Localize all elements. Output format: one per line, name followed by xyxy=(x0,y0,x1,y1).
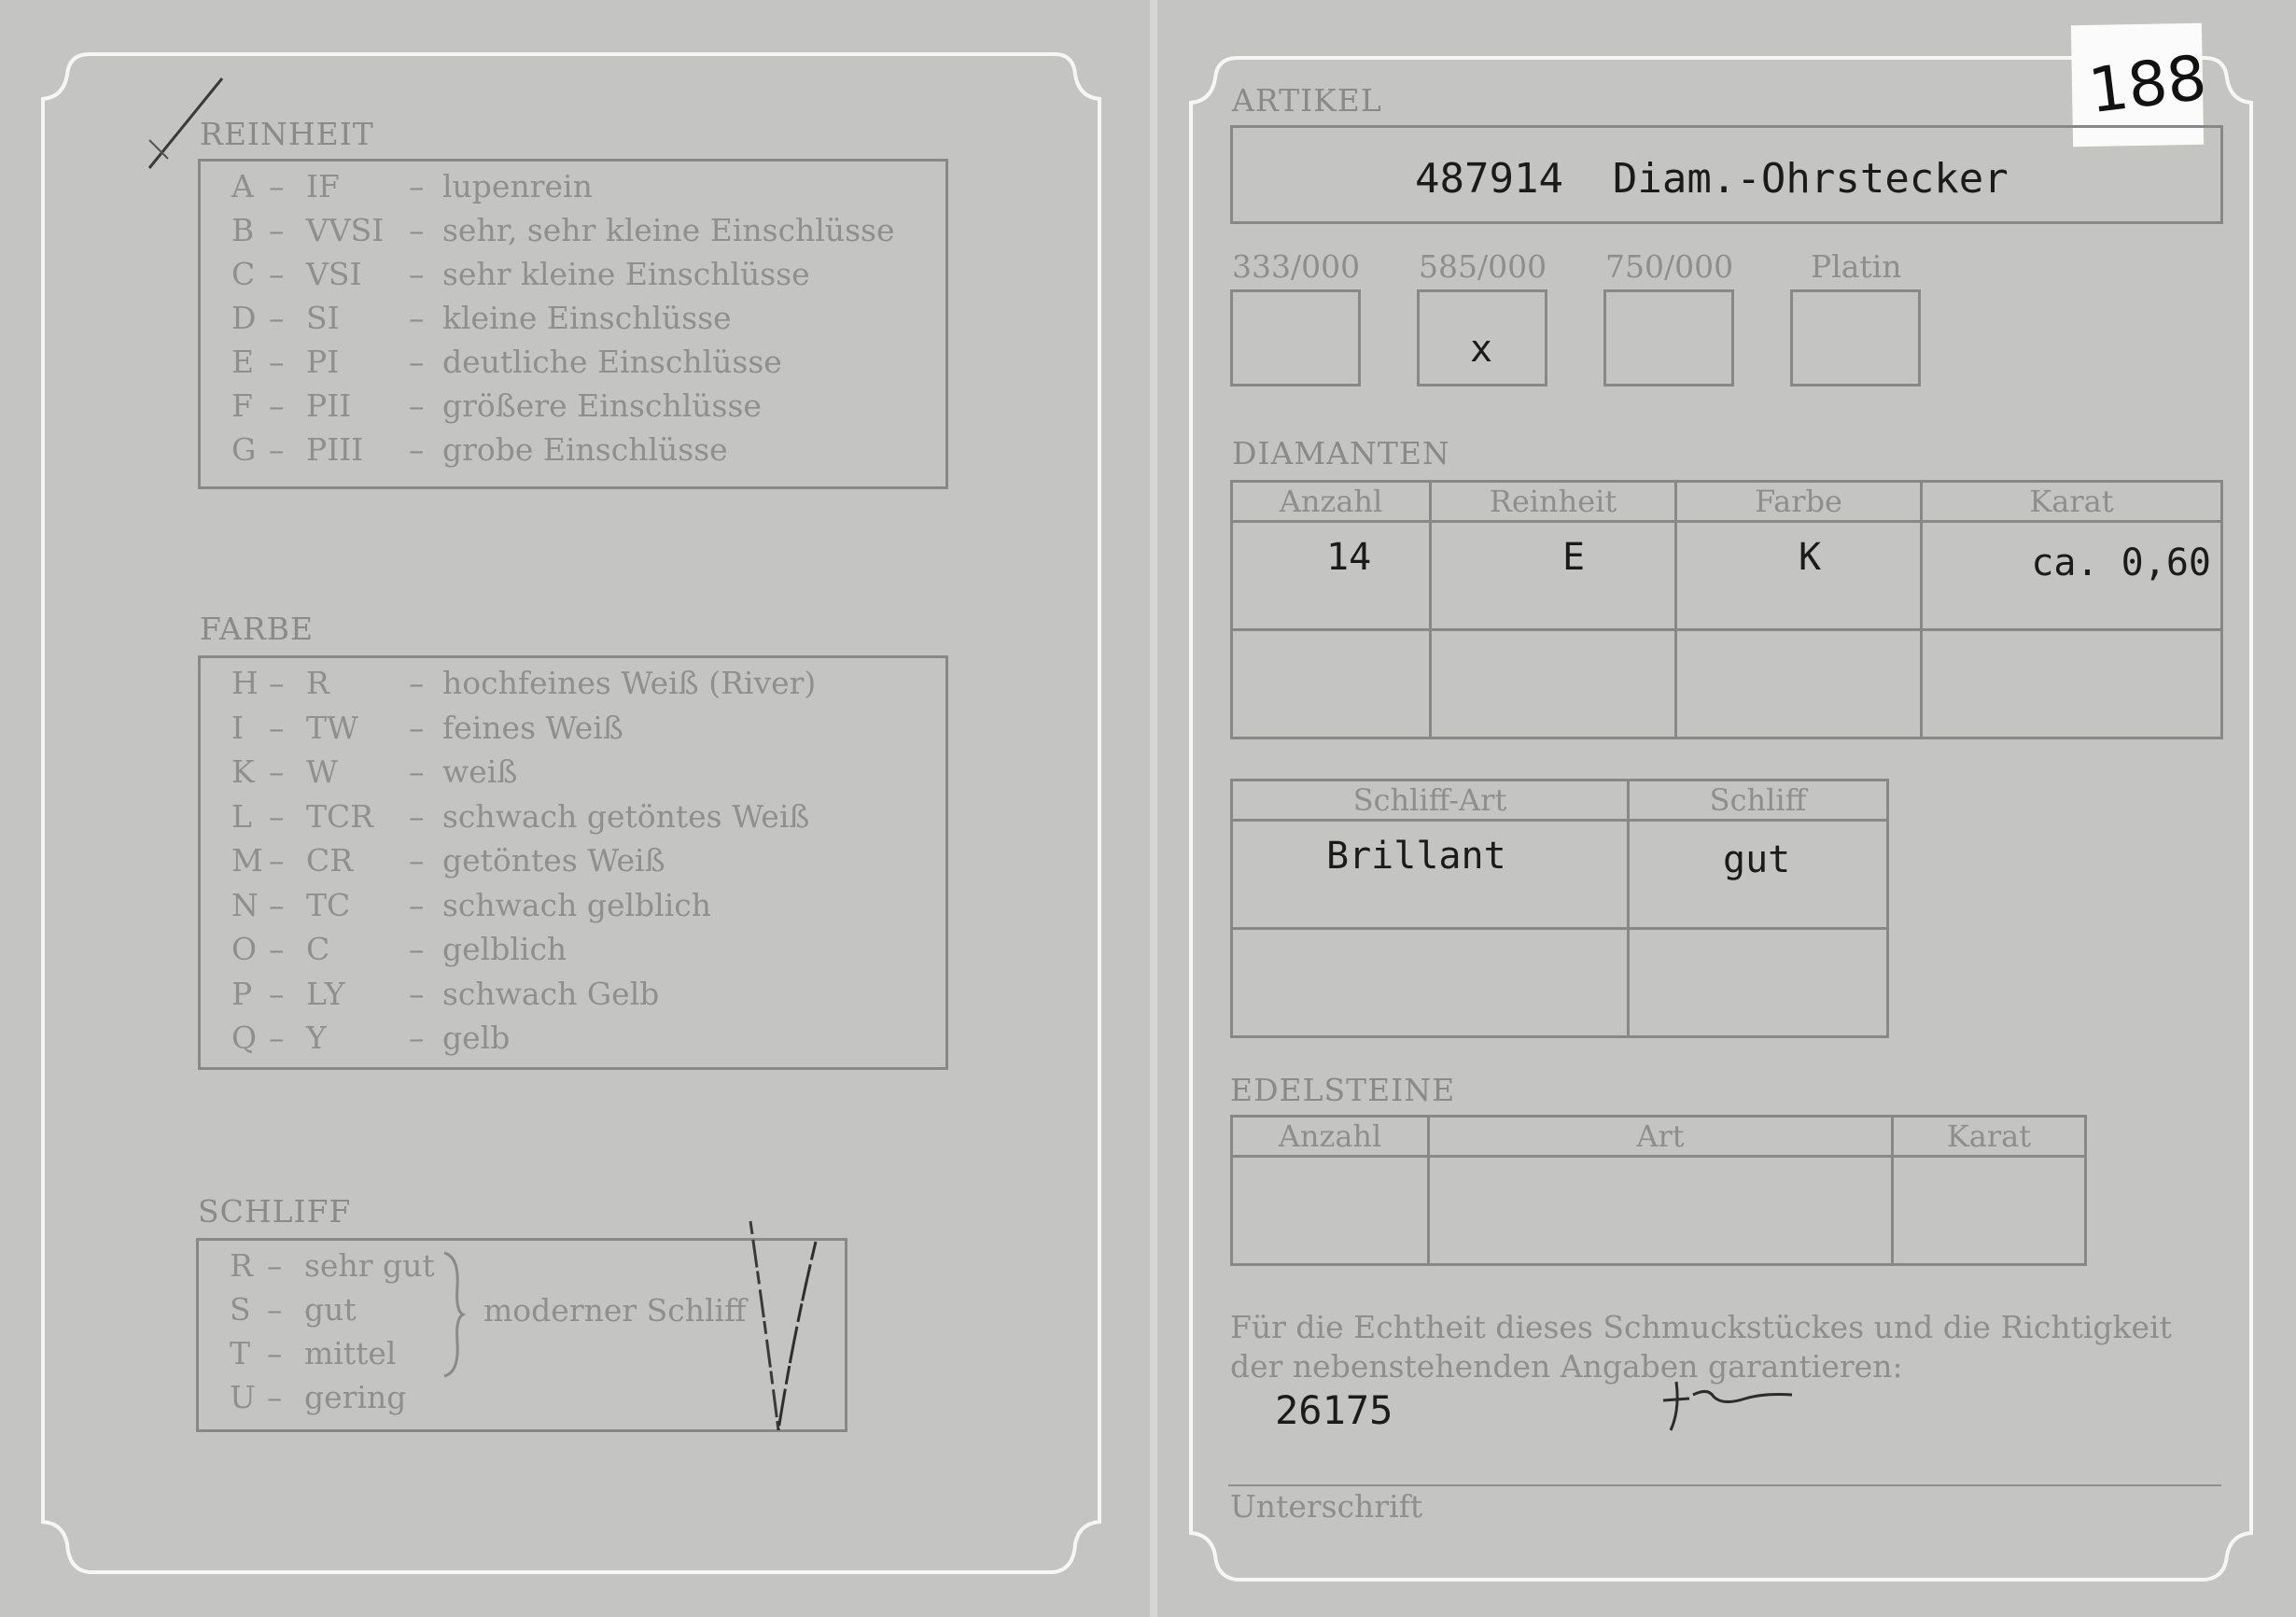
grade-code: TCR xyxy=(306,797,374,835)
dash-separator: – xyxy=(409,168,425,204)
diamanten-cell-anzahl: 14 xyxy=(1232,522,1431,630)
grade-code: PIII xyxy=(306,431,364,468)
guarantee-text-line2: der nebenstehenden Angaben garantieren: xyxy=(1230,1348,1903,1385)
grade-description: sehr gut xyxy=(304,1247,435,1284)
reinheit-heading: REINHEIT xyxy=(200,116,374,152)
schliff-cell-art: Brillant xyxy=(1232,821,1629,929)
metal-label: 585/000 xyxy=(1419,248,1547,285)
grade-code: W xyxy=(306,753,338,790)
signature-line xyxy=(1228,1484,2221,1486)
diamanten-empty-cell xyxy=(1676,630,1922,738)
diamanten-header-karat: Karat xyxy=(1922,482,2222,522)
legend-row xyxy=(231,887,941,928)
grade-letter: C xyxy=(231,256,256,292)
dash-separator: – xyxy=(409,256,425,292)
grade-description: schwach getöntes Weiß xyxy=(442,797,810,835)
grade-description: gelb xyxy=(442,1019,511,1056)
store-number: 26175 xyxy=(1275,1387,1393,1433)
diamanten-header-farbe: Farbe xyxy=(1676,482,1922,522)
dash-separator: – xyxy=(409,300,425,336)
dash-separator: – xyxy=(409,387,425,424)
dash-separator: – xyxy=(267,1379,283,1415)
dash-separator: – xyxy=(409,842,425,879)
grade-code: TW xyxy=(306,709,358,746)
legend-row xyxy=(231,1019,941,1061)
dash-separator: – xyxy=(269,168,285,204)
grade-code: VVSI xyxy=(306,212,385,248)
grade-description: grobe Einschlüsse xyxy=(442,431,728,468)
diamanten-cell-karat: ca. 0,60 xyxy=(1922,522,2222,630)
metal-checkbox xyxy=(1417,289,1547,387)
diamanten-header-anzahl: Anzahl xyxy=(1232,482,1431,522)
edelsteine-heading: EDELSTEINE xyxy=(1230,1072,1456,1108)
artikel-value: 487914 Diam.-Ohrstecker xyxy=(1415,155,2009,203)
edelsteine-header-karat: Karat xyxy=(1893,1117,2086,1157)
diamanten-empty-cell xyxy=(1431,630,1676,738)
edelsteine-empty-cell xyxy=(1232,1157,1429,1265)
brace xyxy=(439,1249,467,1380)
grade-letter: I xyxy=(231,709,245,746)
dash-separator: – xyxy=(269,387,285,424)
legend-row xyxy=(231,387,941,429)
grade-code: Y xyxy=(306,1019,327,1056)
dash-separator: – xyxy=(409,431,425,468)
legend-row xyxy=(231,798,941,839)
diamanten-cell-farbe: K xyxy=(1676,522,1922,630)
dash-separator: – xyxy=(269,212,285,248)
dash-separator: – xyxy=(269,431,285,468)
dash-separator: – xyxy=(269,931,285,967)
metal-checkbox xyxy=(1230,289,1361,387)
pen-check-stroke xyxy=(737,1214,831,1438)
grade-description: mittel xyxy=(304,1335,397,1371)
schliff-header-art: Schliff-Art xyxy=(1232,780,1629,821)
grade-description: schwach gelblich xyxy=(442,886,711,923)
grade-letter: O xyxy=(231,931,258,967)
legend-row xyxy=(231,256,941,297)
dash-separator: – xyxy=(409,753,425,790)
dash-separator: – xyxy=(267,1291,283,1328)
grade-code: LY xyxy=(306,975,345,1012)
grade-letter: P xyxy=(231,975,253,1012)
dash-separator: – xyxy=(269,753,285,790)
edelsteine-empty-cell xyxy=(1429,1157,1893,1265)
dash-separator: – xyxy=(269,842,285,879)
dash-separator: – xyxy=(269,344,285,380)
grade-letter: N xyxy=(231,886,259,923)
grade-description: sehr kleine Einschlüsse xyxy=(442,256,810,292)
edelsteine-header-anzahl: Anzahl xyxy=(1232,1117,1429,1157)
dash-separator: – xyxy=(267,1247,283,1284)
grade-letter: R xyxy=(230,1247,253,1284)
legend-row xyxy=(231,344,941,385)
metal-checkbox xyxy=(1603,289,1734,387)
grade-description: feines Weiß xyxy=(442,709,623,746)
legend-row xyxy=(231,931,941,972)
grade-letter: Q xyxy=(231,1019,258,1056)
moderner-schliff-label: moderner Schliff xyxy=(483,1292,747,1329)
legend-row xyxy=(231,168,941,209)
edelsteine-empty-cell xyxy=(1893,1157,2086,1265)
grade-description: weiß xyxy=(442,753,518,790)
schliff-table xyxy=(1230,779,1889,1038)
grade-letter: F xyxy=(231,387,253,424)
schliff-empty-cell xyxy=(1629,929,1888,1037)
legend-row xyxy=(230,1247,939,1288)
legend-row xyxy=(231,976,941,1017)
signature xyxy=(1643,1372,1801,1438)
legend-row xyxy=(231,212,941,253)
grade-code: IF xyxy=(306,168,340,204)
grade-letter: K xyxy=(231,753,255,790)
edelsteine-table xyxy=(1230,1115,2087,1266)
dash-separator: – xyxy=(409,212,425,248)
fold-line xyxy=(1150,0,1157,1617)
legend-row xyxy=(231,710,941,751)
metal-mark: x xyxy=(1470,328,1493,371)
artikel-heading: ARTIKEL xyxy=(1232,82,1382,119)
dash-separator: – xyxy=(269,300,285,336)
grade-code: C xyxy=(306,931,330,967)
dash-separator: – xyxy=(409,665,425,701)
dash-separator: – xyxy=(269,886,285,923)
schliff-empty-cell xyxy=(1232,929,1629,1037)
grade-description: lupenrein xyxy=(442,168,593,204)
schliff-header-schliff: Schliff xyxy=(1629,780,1888,821)
diamanten-header-reinheit: Reinheit xyxy=(1431,482,1676,522)
grade-letter: B xyxy=(231,212,255,248)
legend-row xyxy=(230,1335,939,1376)
grade-description: hochfeines Weiß (River) xyxy=(442,665,817,701)
legend-row xyxy=(231,665,941,706)
legend-row xyxy=(231,431,941,472)
grade-letter: U xyxy=(230,1379,256,1415)
grade-letter: M xyxy=(231,842,263,879)
grade-letter: H xyxy=(231,665,259,701)
grade-letter: A xyxy=(231,168,254,204)
grade-code: SI xyxy=(306,300,340,336)
dash-separator: – xyxy=(269,975,285,1012)
grade-letter: G xyxy=(231,431,257,468)
dash-separator: – xyxy=(409,931,425,967)
grade-letter: S xyxy=(230,1291,251,1328)
grade-description: größere Einschlüsse xyxy=(442,387,762,424)
grade-code: PII xyxy=(306,387,352,424)
guarantee-text-line1: Für die Echtheit dieses Schmuckstückes und die Richtigkeit xyxy=(1230,1309,2172,1345)
dash-separator: – xyxy=(269,709,285,746)
grade-description: gelblich xyxy=(442,931,567,967)
dash-separator: – xyxy=(409,886,425,923)
diamanten-empty-cell xyxy=(1232,630,1431,738)
grade-code: PI xyxy=(306,344,340,380)
grade-code: VSI xyxy=(306,256,362,292)
grade-code: R xyxy=(306,665,329,701)
grade-letter: L xyxy=(231,797,252,835)
edelsteine-header-art: Art xyxy=(1429,1117,1893,1157)
legend-row xyxy=(231,753,941,794)
legend-row xyxy=(230,1379,939,1420)
dash-separator: – xyxy=(409,797,425,835)
dash-separator: – xyxy=(269,256,285,292)
grade-description: kleine Einschlüsse xyxy=(442,300,732,336)
legend-row xyxy=(231,300,941,341)
grade-description: sehr, sehr kleine Einschlüsse xyxy=(442,212,895,248)
metal-label: 333/000 xyxy=(1232,248,1361,285)
grade-description: getöntes Weiß xyxy=(442,842,665,879)
schliff-heading: SCHLIFF xyxy=(198,1193,352,1230)
grade-letter: E xyxy=(231,344,255,380)
grade-code: CR xyxy=(306,842,354,879)
grade-description: schwach Gelb xyxy=(442,975,660,1012)
diamanten-table xyxy=(1230,480,2223,739)
diamanten-empty-cell xyxy=(1922,630,2222,738)
dash-separator: – xyxy=(409,1019,425,1056)
dash-separator: – xyxy=(269,797,285,835)
dash-separator: – xyxy=(269,1019,285,1056)
farbe-heading: FARBE xyxy=(200,611,315,647)
metal-checkbox xyxy=(1790,289,1921,387)
dash-separator: – xyxy=(409,975,425,1012)
grade-description: gering xyxy=(304,1379,407,1415)
grade-description: gut xyxy=(304,1291,357,1328)
diamanten-heading: DIAMANTEN xyxy=(1232,435,1450,471)
diamanten-cell-reinheit: E xyxy=(1431,522,1676,630)
grade-description: deutliche Einschlüsse xyxy=(442,344,782,380)
grade-letter: D xyxy=(231,300,257,336)
sticker-number: 188 xyxy=(2084,41,2211,128)
signature-label: Unterschrift xyxy=(1230,1488,1423,1525)
schliff-cell-grade: gut xyxy=(1629,821,1888,929)
dash-separator: – xyxy=(409,709,425,746)
legend-row xyxy=(231,842,941,883)
dash-separator: – xyxy=(269,665,285,701)
dash-separator: – xyxy=(409,344,425,380)
dash-separator: – xyxy=(267,1335,283,1371)
grade-code: TC xyxy=(306,886,351,923)
metal-label: 750/000 xyxy=(1605,248,1734,285)
grade-letter: T xyxy=(230,1335,251,1371)
metal-label: Platin xyxy=(1811,248,1902,285)
